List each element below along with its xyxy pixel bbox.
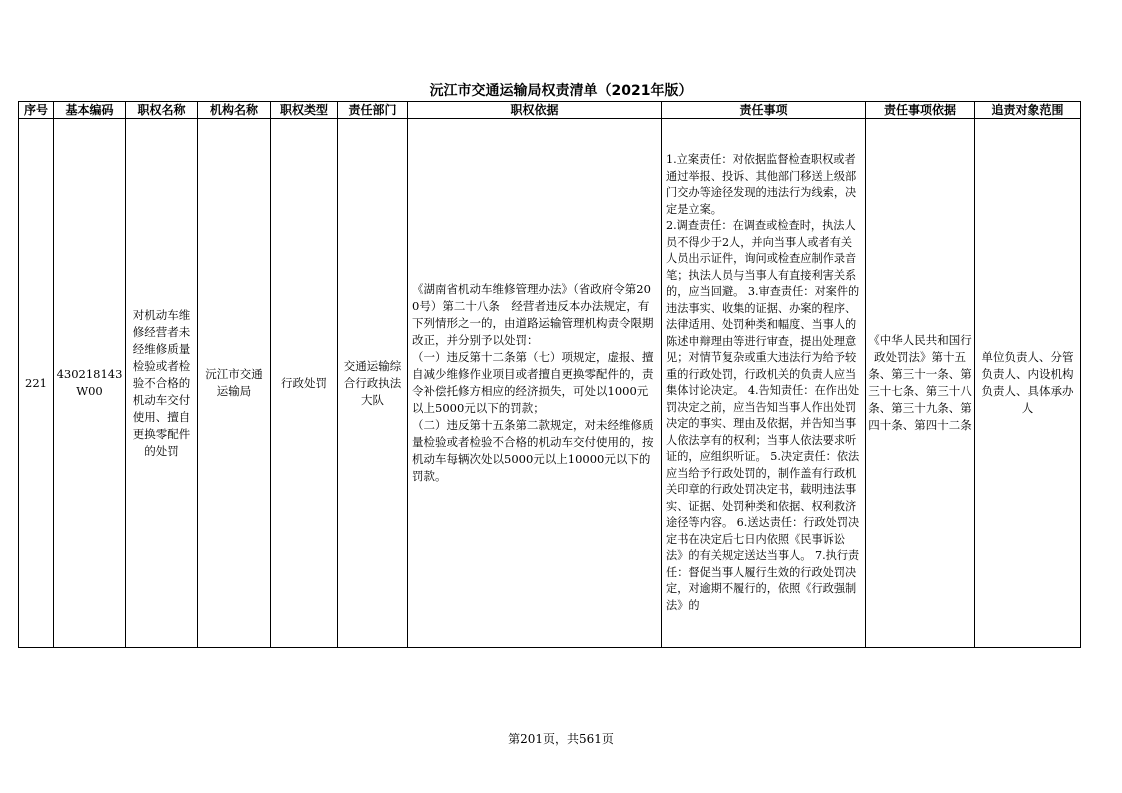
header-department: 责任部门: [338, 102, 408, 119]
power-type-value: 行政处罚: [281, 375, 327, 390]
cell-seq: [19, 119, 54, 648]
header-matters-basis: 责任事项依据: [866, 102, 975, 119]
matters-value: 1.立案责任：对依据监督检查职权或者通过举报、投诉、其他部门移送上级部门交办等途径发现的违法行为线索，决定是立案。 2.调查责任：在调查或检查时，执法人员不得少于2人，并向当事人或者有关人员出示证件，询问或检查应制作录音笔；执法人员与当事人有直接利害关系的，应当回避。 3.审查责任：对案件的违法事实、收集的证据、办案的程序、法律适用、处罚种类和幅度、当事人的陈述申辩理由等进行审查，提出处理意见；对情节复杂或重大违法行为给予较重的行政处罚，行政机关的负责人应当集体讨论决定。 4.告知责任：在作出处罚决定之前，应当告知当事人作出处罚决定的事实、理由及依据，并告知当事人依法享有的权利；当事人依法要求听证的，应组织听证。 5.决定责任：依法应当给予行政处罚的，制作盖有行政机关印章的行政处罚决定书，载明违法事实、证据、处罚种类和依据、权利救济途径等内容。 6.送达责任：行政处罚决定书在决定后七日内依照《民事诉讼法》的有关规定送达当事人。 7.执行责任：督促当事人履行生效的行政处罚决定，对逾期不履行的，依照《行政强制法》的: [666, 153, 860, 612]
table-header-row: [19, 102, 1081, 119]
header-code: 基本编码: [54, 102, 126, 119]
power-name-value: 对机动车维修经营者未经维修质量检验或者检验不合格的机动车交付使用、擅自更换零配件的处罚: [132, 307, 191, 458]
cell-accountability: [975, 119, 1081, 648]
header-agency: 机构名称: [198, 102, 271, 119]
page-number: 第201页，共561页: [508, 732, 614, 746]
header-accountability: 追责对象范围: [975, 102, 1081, 119]
cell-agency: [198, 119, 271, 648]
cell-matters-basis: [866, 119, 975, 648]
header-basis: 职权依据: [408, 102, 662, 119]
header-seq: 序号: [19, 102, 54, 119]
duty-list-table: [18, 101, 1081, 648]
document-title: 沅江市交通运输局权责清单（2021年版）: [429, 83, 693, 99]
cell-basis: [408, 119, 662, 648]
seq-value: 221: [25, 375, 47, 390]
cell-code: [54, 119, 126, 648]
basis-value: 《湖南省机动车维修管理办法》（省政府令第200号）第二十八条 经营者违反本办法规定，有下列情形之一的，由道路运输管理机构责令限期改正，并分别予以处罚： （一）违反第十二条第（七）项规定，虚报、擅自减少维修作业项目或者擅自更换零配件的，责令补偿托修方相应的经济损失，可处以1000元以上5000元以下的罚款； （二）违反第十五条第二款规定，对未经维修质量检验或者检验不合格的机动车交付使用的，按机动车每辆次处以5000元以上10000元以下的罚款。: [412, 282, 654, 483]
accountability-value: 单位负责人、分管负责人、内设机构负责人、具体承办人: [981, 350, 1074, 415]
cell-matters: [662, 119, 866, 648]
header-matters: 责任事项: [662, 102, 866, 119]
code-value: 430218143W00: [56, 367, 123, 398]
header-power-type: 职权类型: [271, 102, 338, 119]
table-row: [19, 119, 1081, 648]
header-power-name: 职权名称: [126, 102, 198, 119]
cell-power-type: [271, 119, 338, 648]
matters-basis-value: 《中华人民共和国行政处罚法》第十五条、第三十一条、第三十七条、第三十八条、第三十九条、第四十条、第四十二条: [868, 333, 972, 432]
cell-department: [338, 119, 408, 648]
cell-power-name: [126, 119, 198, 648]
department-value: 交通运输综合行政执法大队: [343, 358, 402, 407]
agency-value: 沅江市交通运输局: [205, 367, 263, 398]
